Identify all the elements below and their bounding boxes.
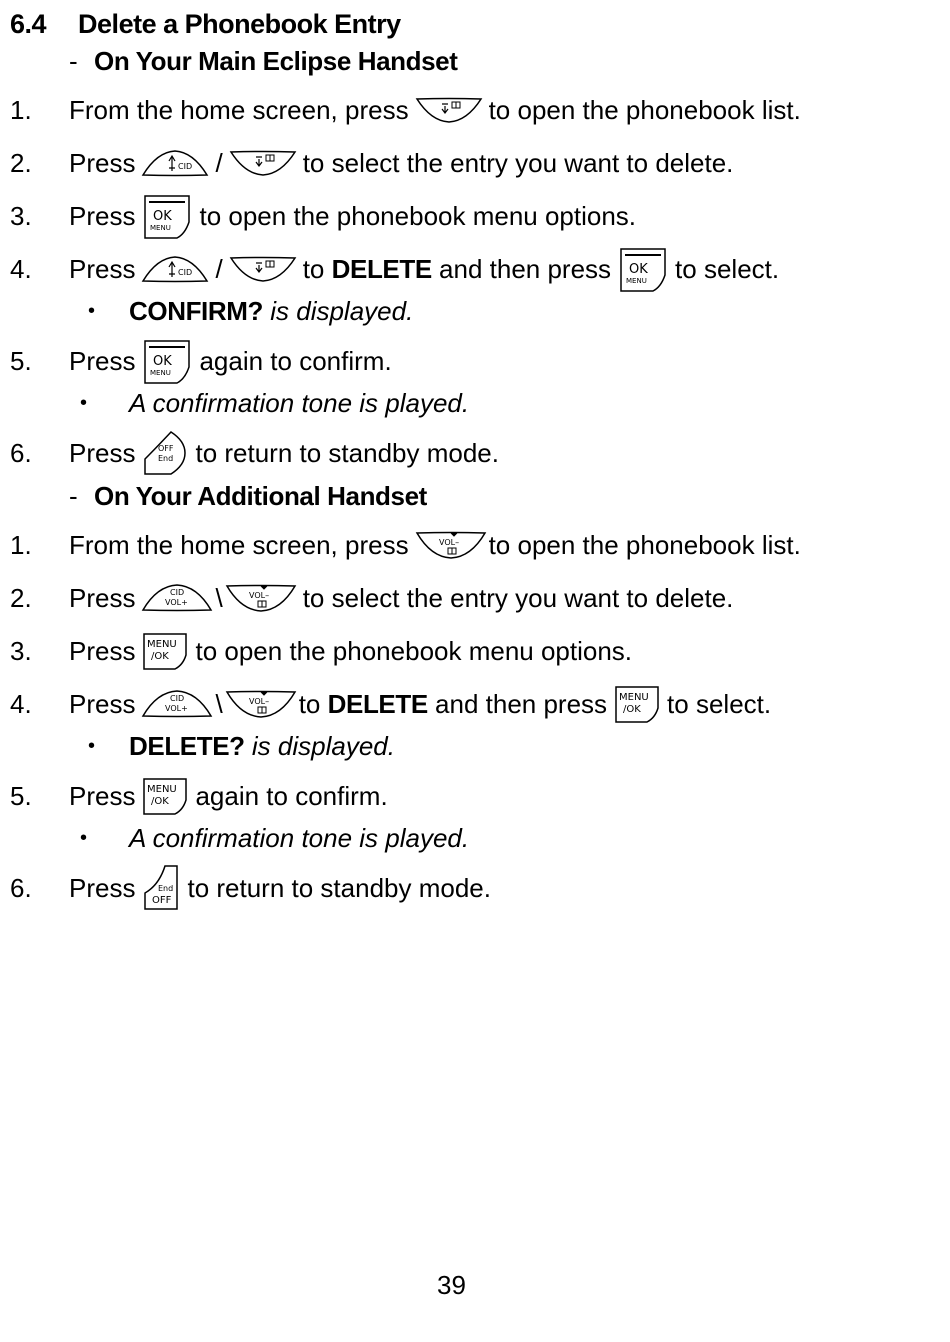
- note-text: is displayed.: [251, 730, 395, 761]
- main-step-5: [0, 341, 940, 381]
- step-number: 1.: [10, 94, 32, 125]
- svg-text:CID: CID: [170, 588, 185, 597]
- svg-text:MENU: MENU: [147, 784, 178, 795]
- step-text: to open the phonebook list.: [488, 94, 801, 125]
- delete-keyword: DELETE: [327, 688, 428, 719]
- main-step-1: [0, 90, 940, 130]
- additional-handset-heading: [0, 476, 900, 516]
- note-text: A confirmation tone is played.: [129, 822, 470, 853]
- step-number: 6.: [10, 872, 32, 903]
- dash: -: [69, 45, 78, 76]
- additional-step-3: [0, 631, 940, 671]
- additional-step-2: [0, 578, 940, 618]
- down-phonebook-key-icon: [229, 148, 297, 178]
- additional-step-5: [0, 776, 940, 816]
- note-text: is displayed.: [270, 295, 414, 326]
- note-text: A confirmation tone is played.: [129, 387, 470, 418]
- svg-text:VOL+: VOL+: [165, 704, 189, 713]
- separator: /: [215, 147, 223, 178]
- step-text: Press: [69, 345, 136, 376]
- step-text: Press: [69, 200, 136, 231]
- additional-handset-heading-text: On Your Additional Handset: [94, 480, 427, 511]
- svg-text:MENU: MENU: [626, 277, 647, 285]
- additional-step-6: [0, 868, 940, 908]
- svg-text:VOL–: VOL–: [438, 538, 459, 547]
- step-text: again to confirm.: [199, 345, 392, 376]
- svg-text:CID: CID: [178, 162, 193, 171]
- ok-menu-key-icon: [141, 192, 193, 240]
- step-text: Press: [69, 688, 136, 719]
- svg-text:CID: CID: [178, 268, 193, 277]
- step-text: Press: [69, 147, 136, 178]
- delete-question-keyword: DELETE?: [129, 730, 245, 761]
- confirm-keyword: CONFIRM?: [129, 295, 263, 326]
- down-phonebook-key-icon: [415, 95, 483, 125]
- page-number: 39: [437, 1270, 466, 1300]
- step-text: Press: [69, 635, 136, 666]
- step-number: 2.: [10, 582, 32, 613]
- additional-note-delete: [0, 726, 900, 766]
- svg-text:OK: OK: [629, 262, 648, 277]
- ok-menu-key-icon: [617, 245, 669, 293]
- step-text: Press: [69, 872, 136, 903]
- svg-text:/OK: /OK: [623, 704, 641, 715]
- bullet: •: [88, 299, 96, 322]
- end-off-key-icon: [141, 863, 181, 913]
- step-number: 3.: [10, 635, 32, 666]
- step-text: to select the entry you want to delete.: [302, 582, 734, 613]
- additional-note-tone: [0, 818, 900, 858]
- main-handset-heading-text: On Your Main Eclipse Handset: [94, 45, 458, 76]
- svg-text:OK: OK: [153, 354, 173, 369]
- separator: \: [215, 688, 223, 719]
- delete-keyword: DELETE: [331, 253, 432, 284]
- up-cid-key-icon: [141, 148, 209, 178]
- section-title: [10, 4, 401, 44]
- svg-text:/OK: /OK: [151, 651, 170, 662]
- menu-ok-key-icon: [141, 776, 189, 816]
- main-step-2: [0, 143, 940, 183]
- step-text: From the home screen, press: [69, 94, 409, 125]
- main-note-confirm: [0, 291, 900, 331]
- svg-text:VOL–: VOL–: [248, 697, 269, 706]
- main-step-4: [0, 249, 940, 289]
- step-text: Press: [69, 780, 136, 811]
- vol-up-cid-key-icon: [141, 582, 213, 614]
- menu-ok-key-icon: [613, 684, 661, 724]
- off-end-key-icon: [141, 429, 189, 477]
- separator: \: [215, 582, 223, 613]
- step-text: and then press: [435, 688, 608, 719]
- step-text: Press: [69, 437, 136, 468]
- main-step-6: [0, 433, 940, 473]
- step-text: to return to standby mode.: [187, 872, 491, 903]
- svg-text:End: End: [158, 454, 174, 463]
- svg-text:End: End: [158, 884, 174, 893]
- step-number: 4.: [10, 253, 32, 284]
- bullet: •: [80, 826, 88, 849]
- vol-up-cid-key-icon: [141, 688, 213, 720]
- step-number: 4.: [10, 688, 32, 719]
- section-number: 6.4: [10, 8, 47, 39]
- up-cid-key-icon: [141, 254, 209, 284]
- svg-text:OFF: OFF: [158, 444, 174, 453]
- step-text: to select the entry you want to delete.: [302, 147, 734, 178]
- dash: -: [69, 480, 78, 511]
- step-number: 5.: [10, 345, 32, 376]
- step-text: Press: [69, 253, 136, 284]
- svg-text:CID: CID: [170, 694, 185, 703]
- step-text: to open the phonebook menu options.: [199, 200, 637, 231]
- bullet: •: [80, 391, 88, 414]
- step-text: to: [302, 253, 325, 284]
- step-number: 3.: [10, 200, 32, 231]
- step-text: to return to standby mode.: [195, 437, 499, 468]
- svg-text:MENU: MENU: [150, 224, 172, 232]
- step-text: to open the phonebook menu options.: [195, 635, 633, 666]
- step-text: again to confirm.: [195, 780, 388, 811]
- step-text: Press: [69, 582, 136, 613]
- svg-text:OK: OK: [153, 209, 173, 224]
- ok-menu-key-icon: [141, 337, 193, 385]
- step-text: to select.: [675, 253, 780, 284]
- svg-text:VOL+: VOL+: [165, 598, 189, 607]
- section-title-text: Delete a Phonebook Entry: [78, 8, 401, 39]
- svg-text:MENU: MENU: [150, 369, 172, 377]
- separator: /: [215, 253, 223, 284]
- svg-text:VOL–: VOL–: [248, 591, 269, 600]
- svg-text:OFF: OFF: [152, 895, 172, 906]
- step-number: 2.: [10, 147, 32, 178]
- step-text: From the home screen, press: [69, 529, 409, 560]
- vol-down-phonebook-key-icon: [415, 529, 487, 561]
- step-text: to: [298, 688, 321, 719]
- step-text: to select.: [667, 688, 772, 719]
- step-text: and then press: [439, 253, 612, 284]
- svg-text:/OK: /OK: [151, 796, 170, 807]
- vol-down-phonebook-key-icon: [225, 582, 297, 614]
- step-number: 6.: [10, 437, 32, 468]
- main-step-3: [0, 196, 940, 236]
- step-text: to open the phonebook list.: [488, 529, 801, 560]
- step-number: 5.: [10, 780, 32, 811]
- bullet: •: [88, 734, 96, 757]
- svg-text:MENU: MENU: [619, 692, 649, 703]
- step-number: 1.: [10, 529, 32, 560]
- main-note-tone: [0, 383, 900, 423]
- svg-text:MENU: MENU: [147, 639, 178, 650]
- vol-down-phonebook-key-icon: [225, 688, 297, 720]
- menu-ok-key-icon: [141, 631, 189, 671]
- main-handset-heading: [0, 41, 900, 81]
- down-phonebook-key-icon: [229, 254, 297, 284]
- additional-step-4: [0, 684, 940, 724]
- additional-step-1: [0, 525, 945, 565]
